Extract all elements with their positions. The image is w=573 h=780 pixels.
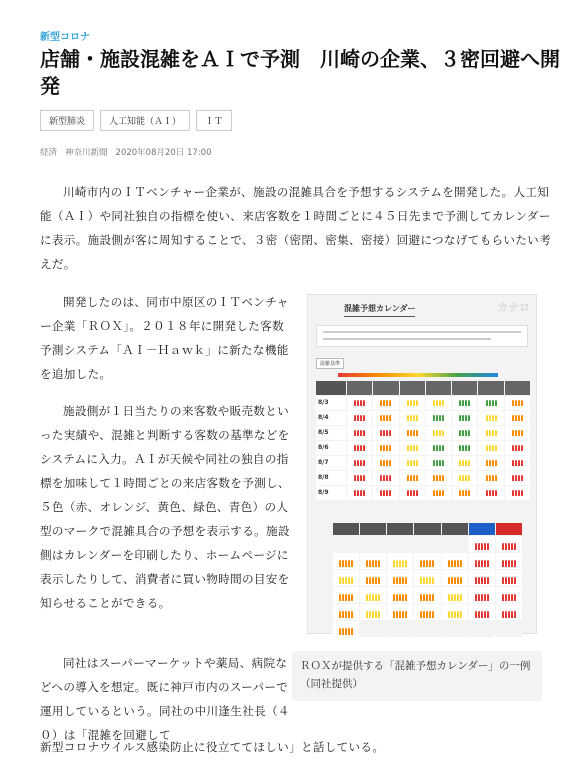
- crowd-level-icon: [400, 426, 425, 440]
- crowd-level-icon: [426, 486, 451, 500]
- calendar-notice-box: [316, 325, 528, 347]
- category-label[interactable]: 新型コロナ: [40, 32, 90, 43]
- calendar-day-crowd-icon: [469, 587, 495, 603]
- calendar-day-empty: [414, 621, 440, 637]
- calendar-week: [332, 604, 522, 620]
- calendar-day-empty: [414, 536, 440, 552]
- crowd-level-icon: [373, 486, 398, 500]
- forecast-row: [316, 396, 530, 410]
- forecast-date: 8/6: [316, 441, 346, 455]
- crowd-level-icon: [478, 486, 503, 500]
- calendar-day-crowd-icon: [496, 587, 522, 603]
- calendar-day-crowd-icon: [442, 553, 468, 569]
- paragraph-2: 開発したのは、同市中原区のＩＴベンチャー企業「ＲＯＸ」。２０１８年に開発した客数予測システム「ＡＩ－Ｈａｗｋ」に新たな機能を追加した。: [40, 295, 289, 381]
- crowd-level-icon: [426, 396, 451, 410]
- calendar-day-empty: [442, 621, 468, 637]
- crowd-level-icon: [373, 426, 398, 440]
- forecast-row: [316, 471, 530, 485]
- calendar-day-empty: [387, 536, 413, 552]
- crowd-level-icon: [505, 396, 530, 410]
- meta-datetime: 2020年08月20日 17:00: [115, 148, 212, 158]
- crowd-level-icon: [400, 441, 425, 455]
- crowd-level-icon: [373, 441, 398, 455]
- weekday-header: [332, 523, 522, 535]
- forecast-row: [316, 441, 530, 455]
- calendar-day-crowd-icon: [442, 587, 468, 603]
- crowd-level-icon: [347, 486, 372, 500]
- calendar-day-crowd-icon: [387, 553, 413, 569]
- forecast-date: 8/7: [316, 456, 346, 470]
- crowd-level-icon: [478, 456, 503, 470]
- caption-box: [292, 651, 542, 701]
- calendar-day-crowd-icon: [414, 570, 440, 586]
- calendar-week: [332, 587, 522, 603]
- calendar-watermark: カナロ: [497, 301, 530, 314]
- figure-caption: ＲＯＸが提供する「混雑予想カレンダー」の一例（同社提供）: [300, 660, 531, 690]
- calendar-day-crowd-icon: [333, 621, 359, 637]
- crowd-level-icon: [478, 426, 503, 440]
- calendar-day-crowd-icon: [360, 570, 386, 586]
- crowd-level-icon: [347, 456, 372, 470]
- calendar-day-crowd-icon: [333, 604, 359, 620]
- tag-it[interactable]: ＩＴ: [196, 110, 232, 131]
- calendar-day-crowd-icon: [333, 553, 359, 569]
- crowd-level-icon: [347, 441, 372, 455]
- crowd-level-icon: [400, 396, 425, 410]
- paragraph-4-continued: 新型コロナウイルス感染防止に役立ててほしい」と話している。: [40, 740, 385, 754]
- forecast-date: 8/4: [316, 411, 346, 425]
- calendar-title: 混雑予想カレンダー: [344, 303, 415, 317]
- tag-coronavirus[interactable]: 新型肺炎: [40, 110, 94, 131]
- crowd-level-icon: [400, 456, 425, 470]
- crowd-level-icon: [505, 426, 530, 440]
- calendar-day-crowd-icon: [414, 587, 440, 603]
- calendar-week: [332, 553, 522, 569]
- calendar-day-crowd-icon: [333, 587, 359, 603]
- calendar-day-crowd-icon: [387, 570, 413, 586]
- crowd-level-icon: [373, 411, 398, 425]
- tag-list: [40, 110, 232, 131]
- calendar-day-empty: [496, 621, 522, 637]
- calendar-day-empty: [469, 621, 495, 637]
- crowd-level-icon: [426, 411, 451, 425]
- paragraph-1: 川崎市内のＩＴベンチャー企業が、施設の混雑具合を予想するシステムを開発した。人工知能（ＡＩ）や同社独自の指標を使い、来店客数を１時間ごとに４５日先まで予測してカレンダーに表示。施設側が客に周知することで、３密（密閉、密集、密接）回避につなげてもらいたい考えだ。: [40, 185, 551, 271]
- crowd-level-icon: [478, 471, 503, 485]
- legend-gradient-bar: [338, 373, 498, 377]
- crowd-level-icon: [452, 441, 477, 455]
- calendar-day-crowd-icon: [469, 536, 495, 552]
- calendar-week: [332, 621, 522, 637]
- calendar-day-crowd-icon: [360, 604, 386, 620]
- crowd-level-icon: [400, 411, 425, 425]
- monthly-calendar: [332, 523, 522, 637]
- crowd-level-icon: [478, 411, 503, 425]
- crowd-level-icon: [347, 396, 372, 410]
- calendar-day-crowd-icon: [360, 587, 386, 603]
- meta-section: 経済: [40, 148, 58, 158]
- calendar-week: [332, 536, 522, 552]
- forecast-row: [316, 411, 530, 425]
- calendar-day-crowd-icon: [360, 553, 386, 569]
- calendar-day-crowd-icon: [496, 570, 522, 586]
- forecast-row: [316, 486, 530, 500]
- crowd-level-icon: [505, 456, 530, 470]
- calendar-day-empty: [360, 536, 386, 552]
- crowd-level-icon: [505, 441, 530, 455]
- paragraph-4: 同社はスーパーマーケットや薬局、病院などへの導入を想定。既に神戸市内のスーパーで運用しているという。同社の中川逢生社長（４０）は「混雑を回避して: [40, 656, 290, 742]
- calendar-day-crowd-icon: [387, 604, 413, 620]
- meta-source: 神奈川新聞: [65, 148, 108, 158]
- crowd-level-icon: [505, 471, 530, 485]
- crowd-level-icon: [452, 486, 477, 500]
- crowd-level-icon: [347, 471, 372, 485]
- crowd-level-icon: [347, 411, 372, 425]
- crowd-level-icon: [373, 471, 398, 485]
- crowd-level-icon: [400, 471, 425, 485]
- crowd-level-icon: [347, 426, 372, 440]
- crowd-level-icon: [426, 471, 451, 485]
- calendar-day-empty: [442, 536, 468, 552]
- calendar-day-empty: [333, 536, 359, 552]
- calendar-day-crowd-icon: [414, 553, 440, 569]
- crowd-level-icon: [505, 486, 530, 500]
- hourly-forecast-grid: [316, 381, 530, 500]
- calendar-day-crowd-icon: [496, 604, 522, 620]
- crowd-level-icon: [478, 396, 503, 410]
- crowd-level-icon: [452, 411, 477, 425]
- article-figure: [307, 294, 537, 634]
- calendar-day-crowd-icon: [496, 536, 522, 552]
- crowd-level-icon: [426, 441, 451, 455]
- crowd-level-icon: [452, 396, 477, 410]
- calendar-day-empty: [387, 621, 413, 637]
- crowd-level-icon: [373, 396, 398, 410]
- calendar-day-crowd-icon: [414, 604, 440, 620]
- article-title: 店舗・施設混雑をＡＩで予測 川崎の企業、３密回避へ開発: [40, 47, 560, 98]
- crowd-level-icon: [426, 456, 451, 470]
- calendar-week: [332, 570, 522, 586]
- article-meta: [40, 146, 212, 158]
- crowd-level-icon: [426, 426, 451, 440]
- forecast-date: 8/9: [316, 486, 346, 500]
- crowd-level-icon: [452, 456, 477, 470]
- forecast-date: 8/3: [316, 396, 346, 410]
- calendar-day-crowd-icon: [442, 570, 468, 586]
- forecast-row: [316, 456, 530, 470]
- grid-header: [316, 381, 530, 395]
- crowd-level-icon: [505, 411, 530, 425]
- crowd-level-icon: [478, 441, 503, 455]
- calendar-day-crowd-icon: [469, 570, 495, 586]
- crowd-level-icon: [452, 426, 477, 440]
- calendar-day-empty: [360, 621, 386, 637]
- calendar-day-crowd-icon: [442, 604, 468, 620]
- forecast-row: [316, 426, 530, 440]
- tag-ai[interactable]: 人工知能（ＡＩ）: [100, 110, 190, 131]
- crowd-level-icon: [452, 471, 477, 485]
- calendar-day-crowd-icon: [469, 604, 495, 620]
- calendar-day-crowd-icon: [333, 570, 359, 586]
- calendar-day-crowd-icon: [469, 553, 495, 569]
- calendar-day-crowd-icon: [387, 587, 413, 603]
- crowd-level-icon: [400, 486, 425, 500]
- legend-label: 混雑基準: [316, 358, 344, 369]
- forecast-date: 8/5: [316, 426, 346, 440]
- paragraph-3: 施設側が１日当たりの来客数や販売数といった実績や、混雑と判断する客数の基準などをシステムに入力。ＡＩが天候や同社の独自の指標を加味して１時間ごとの来店客数を予測し、５色（赤、オレンジ、黄色、緑色、青色）の人型のマークで混雑具合の予想を表示する。施設側はカレンダーを印刷したり、ホームページに表示したりして、消費者に買い物時間の目安を知らせることができる。: [40, 404, 290, 610]
- calendar-day-crowd-icon: [496, 553, 522, 569]
- forecast-date: 8/8: [316, 471, 346, 485]
- crowd-level-icon: [373, 456, 398, 470]
